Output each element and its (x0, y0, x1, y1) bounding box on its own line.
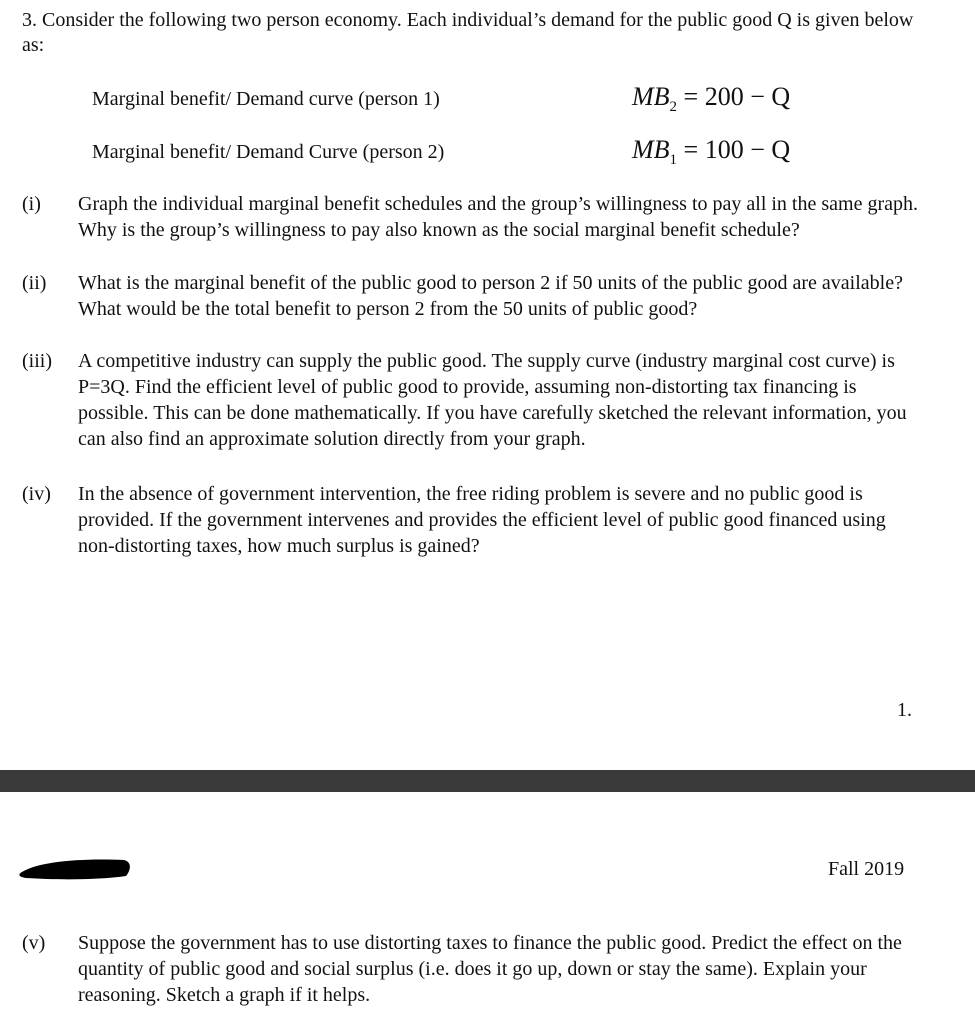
part-number: (i) (22, 193, 41, 215)
page-number: 1. (897, 699, 912, 721)
equation-rhs: = 100 − Q (683, 135, 791, 164)
part-number: (iii) (22, 350, 52, 372)
part-text: What is the marginal benefit of the public good to person 2 if 50 units of the public good are available? What would be the total benefit to person 2 from the 50 units of public good? (78, 272, 903, 320)
equation-subscript: 2 (669, 99, 678, 116)
part-text: Graph the individual marginal benefit schedules and the group’s willingness to pay all in the same graph. Why is the group’s willingness to pay also known as the social marginal benefit schedule? (78, 193, 918, 241)
equation-mb-symbol: MB (632, 82, 670, 111)
curve-label-person-1: Marginal benefit/ Demand curve (person 1) (92, 88, 440, 110)
exam-page-2 (0, 792, 975, 1024)
part-number: (ii) (22, 272, 47, 294)
part-text: In the absence of government intervention, the free riding problem is severe and no public good is provided. If the government intervenes and provides the efficient level of public good financed using non-distorting taxes, how much surplus is gained? (78, 483, 886, 557)
curve-label-person-2: Marginal benefit/ Demand Curve (person 2) (92, 141, 445, 163)
equation-person-2 (632, 135, 790, 169)
page-divider (0, 770, 975, 792)
question-intro: 3. Consider the following two person economy. Each individual’s demand for the public good Q is given below as: (22, 9, 914, 56)
equation-person-1 (632, 82, 790, 116)
equation-subscript: 1 (669, 152, 678, 169)
part-text: Suppose the government has to use distorting taxes to finance the public good. Predict the effect on the quantity of public good and social surplus (i.e. does it go up, down or stay the same). Explain your reasoning. Sketch a graph if it helps. (78, 932, 902, 1006)
part-text: A competitive industry can supply the public good. The supply curve (industry marginal cost curve) is P=3Q. Find the efficient level of public good to provide, assuming non-distorting tax financing is possible. This can be done mathematically. If you have carefully sketched the relevant information, you can also find an approximate solution directly from your graph. (78, 350, 907, 450)
redaction-mark (18, 856, 132, 882)
equation-mb-symbol: MB (632, 135, 670, 164)
equation-rhs: = 200 − Q (683, 82, 791, 111)
part-number: (iv) (22, 483, 51, 505)
term-label: Fall 2019 (828, 858, 905, 880)
part-number: (v) (22, 932, 46, 954)
